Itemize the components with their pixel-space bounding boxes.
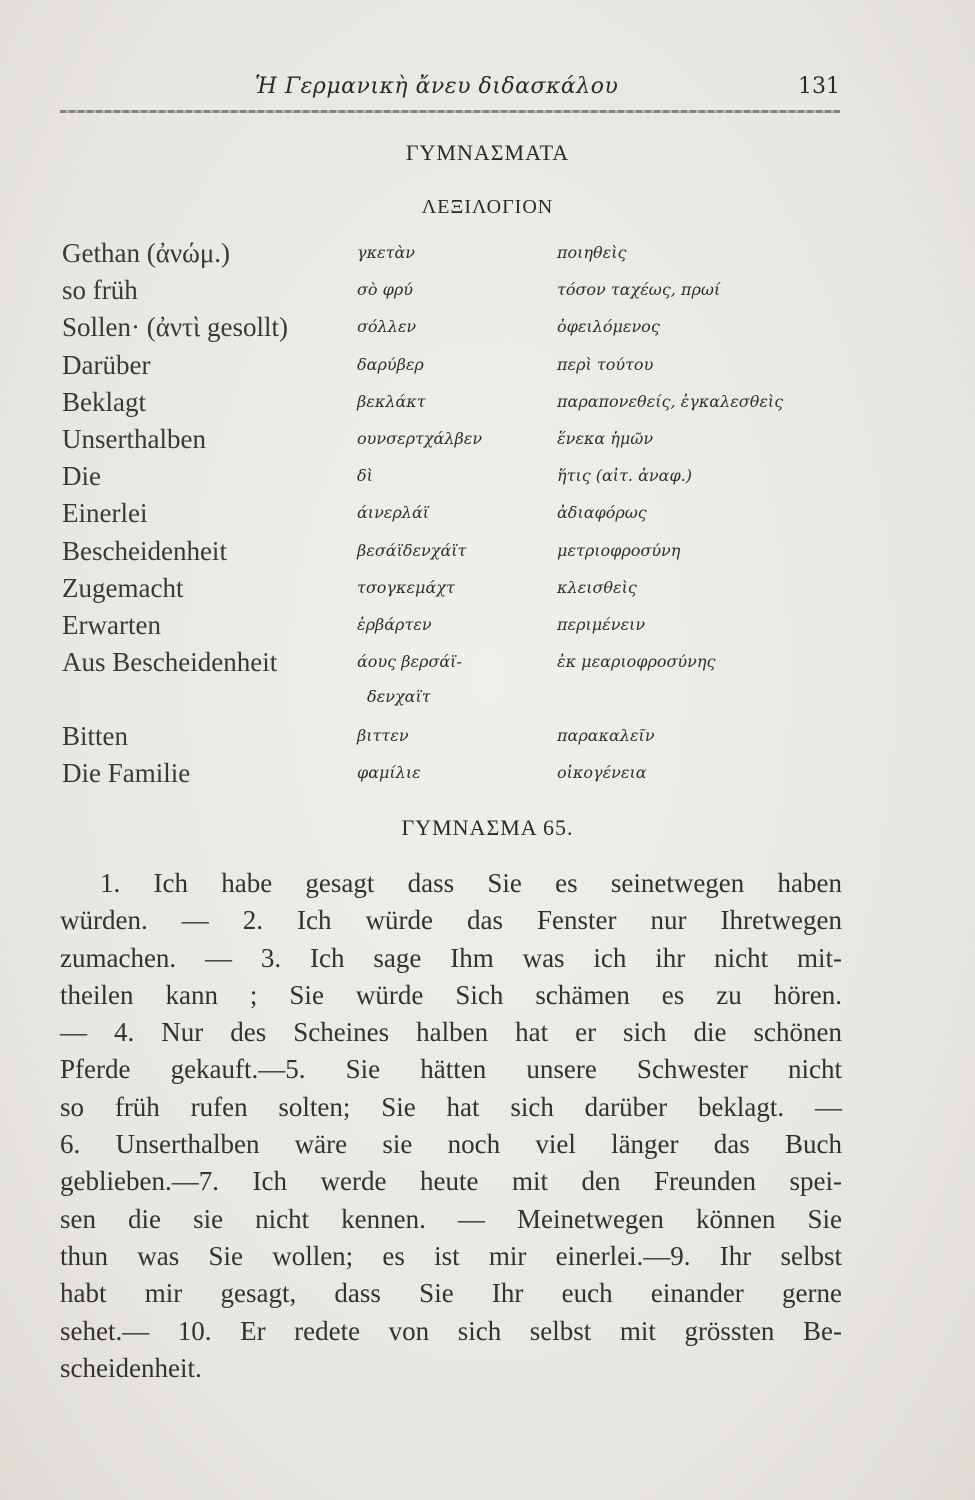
greek-meaning: περὶ τούτου [557, 354, 654, 374]
vocab-row [62, 424, 862, 461]
exercise-line: — 4. Nur des Scheines halben hat er sich die schönen [60, 1017, 842, 1048]
vocab-row [62, 536, 862, 573]
exercise-line: Pferde gekauft.—5. Sie hätten unsere Schwester nicht [60, 1054, 842, 1085]
german-word: Darüber [62, 349, 151, 380]
transliteration: τσογκεμάχτ [357, 577, 455, 597]
transliteration: γκετὰν [357, 243, 416, 262]
transliteration: ουνσερτχάλβεν [357, 428, 483, 448]
greek-meaning: παρακαλεῖν [557, 726, 655, 746]
exercise-text [60, 865, 842, 1387]
vocab-row [62, 461, 862, 498]
greek-meaning: ἀδιαφόρως [557, 503, 647, 523]
running-title: Ἡ Γερμανικὴ ἄνευ διδασκάλου [255, 74, 619, 99]
greek-meaning: ἕνεκα ἡμῶν [557, 428, 654, 448]
transliteration: ἐρβάρτεν [357, 614, 432, 634]
german-word: Beklagt [62, 386, 146, 417]
greek-meaning: ὀφειλόμενος [557, 317, 660, 337]
section-heading: ΓΥΜΝΑΣΜΑΤΑ [405, 140, 570, 165]
transliteration: σὸ φρύ [357, 280, 413, 300]
german-word: Die [62, 461, 101, 492]
exercise-line: sehet.— 10. Er redete von sich selbst mit grössten Be- [60, 1315, 842, 1346]
german-word: Erwarten [62, 609, 161, 640]
german-word: Einerlei [62, 498, 148, 529]
german-word: Die Familie [62, 758, 191, 789]
vocab-row [62, 350, 862, 387]
greek-meaning: ποιηθεὶς [557, 243, 627, 262]
vocabulary-list [62, 238, 862, 795]
greek-meaning: περιμένειν [557, 614, 646, 634]
transliteration: δαρύβερ [357, 354, 424, 374]
exercise-line: 1. Ich habe gesagt dass Sie es seinetwegen haben [100, 868, 842, 898]
german-word: Bescheidenheit [62, 535, 227, 566]
german-word: Bitten [62, 721, 128, 752]
vocab-row [62, 647, 862, 721]
german-word: Zugemacht [62, 572, 184, 603]
transliteration: σόλλεν [357, 317, 417, 337]
transliteration: δὶ [357, 466, 373, 486]
running-head [60, 70, 840, 114]
transliteration: βιττεν [357, 726, 409, 746]
header-rule [60, 110, 840, 113]
exercise-line: theilen kann ; Sie würde Sich schämen es zu hören. [60, 979, 842, 1010]
vocabulary-heading: ΛΕΞΙΛΟΓΙΟΝ [421, 196, 554, 218]
exercise-line: zumachen. — 3. Ich sage Ihm was ich ihr nicht mit- [60, 942, 842, 973]
exercise-line: thun was Sie wollen; es ist mir einerlei.—9. Ihr selbst [60, 1240, 842, 1271]
transliteration: βεκλάκτ [357, 391, 426, 411]
page-number: 131 [798, 74, 840, 99]
greek-meaning: τόσον ταχέως, πρωί [557, 280, 721, 300]
vocab-row [62, 610, 862, 647]
german-word: so früh [62, 275, 138, 306]
vocab-row [62, 312, 862, 349]
vocab-row [62, 238, 862, 275]
vocab-row [62, 498, 862, 535]
transliteration: φαμίλιε [357, 763, 421, 783]
transliteration: άους βερσάϊ- [357, 652, 462, 672]
exercise-heading: ΓΥΜΝΑΣΜΑ 65. [401, 815, 574, 840]
vocab-row [62, 387, 862, 424]
greek-meaning: παραπονεθείς, ἐγκαλεσθεὶς [557, 391, 784, 411]
greek-meaning: οἰκογένεια [557, 763, 647, 783]
transliteration: βεσάϊδενχάϊτ [357, 540, 467, 560]
exercise-line: würden. — 2. Ich würde das Fenster nur Ihretwegen [60, 905, 842, 936]
vocab-row [62, 573, 862, 610]
vocab-row [62, 758, 862, 795]
german-word: Unserthalben [62, 423, 206, 454]
exercise-line: habt mir gesagt, dass Sie Ihr euch einander gerne [60, 1278, 842, 1309]
german-word: Gethan (ἀνώμ.) [62, 238, 231, 268]
transliteration: άινερλάϊ [357, 503, 430, 523]
greek-meaning: μετριοφροσύνη [557, 540, 681, 560]
exercise-line: sen die sie nicht kennen. — Meinetwegen können Sie [60, 1203, 842, 1234]
vocab-row [62, 721, 862, 758]
exercise-line: so früh rufen solten; Sie hat sich darüber beklagt. — [60, 1091, 842, 1122]
german-word: Aus Bescheidenheit [62, 647, 278, 678]
german-word: Sollen· (ἀντὶ gesollt) [62, 312, 288, 343]
exercise-line: scheidenheit. [60, 1352, 202, 1383]
exercise-line: 6. Unserthalben wäre sie noch viel länger das Buch [60, 1129, 842, 1160]
greek-meaning: κλεισθεὶς [557, 577, 637, 597]
exercise-line: geblieben.—7. Ich werde heute mit den Freunden spei- [60, 1166, 842, 1197]
transliteration-continued: δενχαϊτ [367, 687, 431, 707]
greek-meaning: ἐκ μεαριοφροσύνης [557, 652, 716, 672]
greek-meaning: ἥτις (αἰτ. ἀναφ.) [557, 466, 692, 486]
vocab-row [62, 275, 862, 312]
